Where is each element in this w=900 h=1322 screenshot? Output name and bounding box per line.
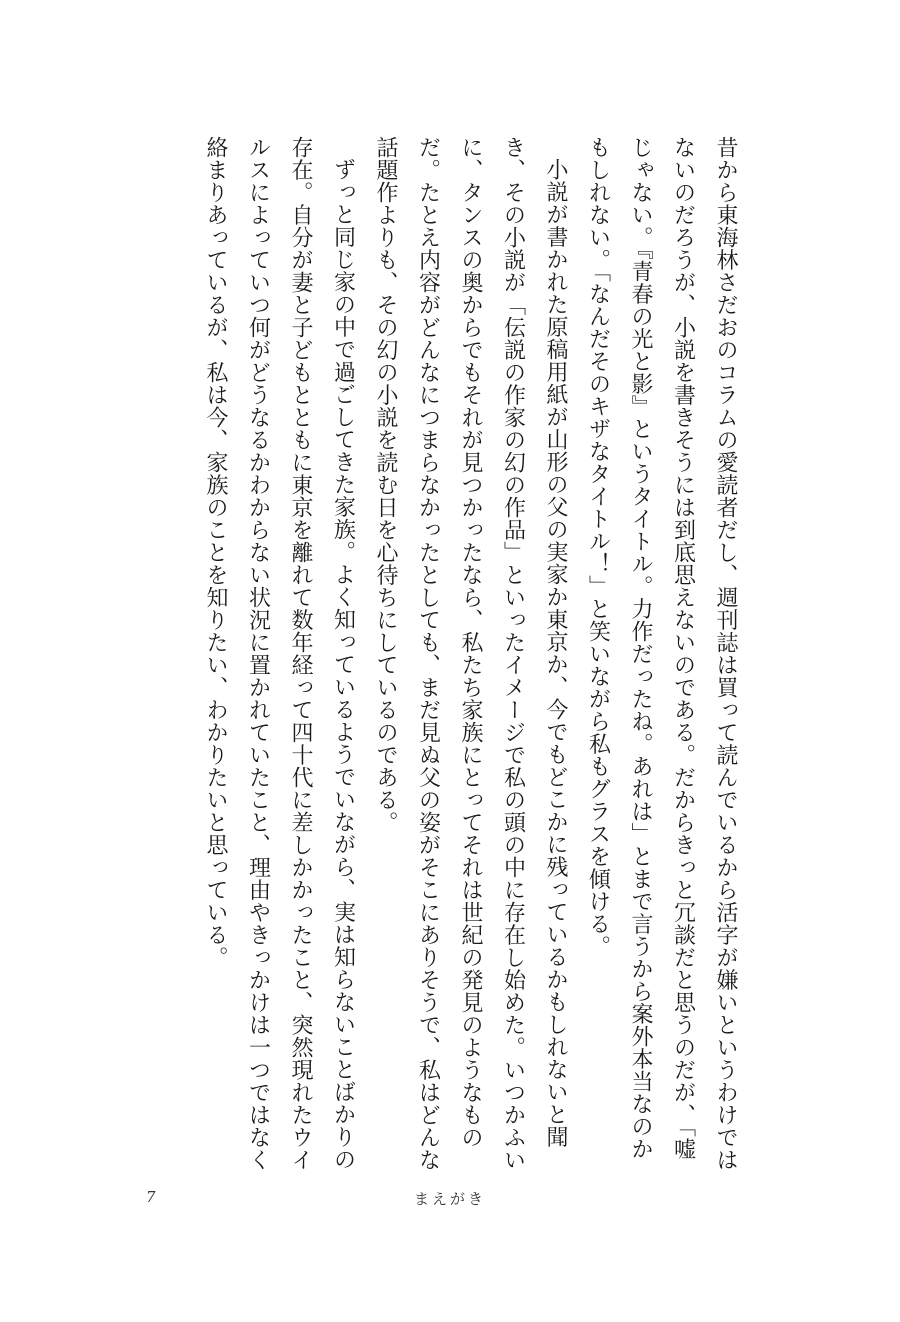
body-text xyxy=(126,136,746,1176)
paragraph-2: 小説が書かれた原稿用紙が山形の父の実家か東京か、今でもどこかに残っているかもしれないと聞き、その小説が「伝説の作家の幻の作品」といったイメージで私の頭の中に存在し始めた。いつかふいに、タンスの奥からでもそれが見つかったなら、私たち家族にとってそれは世紀の発見のようなものだ。たとえ内容がどんなにつまらなかったとしても、まだ見ぬ父の姿がそこにありそうで、私はどんな話題作よりも、その幻の小説を読む日を心待ちにしているのである。 xyxy=(373,136,568,1171)
page-number: 7 xyxy=(146,1188,156,1206)
paragraph-3: ずっと同じ家の中で過ごしてきた家族。よく知っているようでいながら、実は知らないことばかりの存在。自分が妻と子どもとともに東京を離れて数年経って四十代に差しかかったこと、突然現れたウイルスによっていつ何がどうなるかわからない状況に置かれていたこと、理由やきっかけは一つではなく絡まりあっているが、私は今、家族のことを知りたい、わかりたいと思っている。 xyxy=(203,136,356,1171)
running-title: まえがき xyxy=(413,1190,486,1208)
paragraph-1: 昔から東海林さだおのコラムの愛読者だし、週刊誌は買って読んでいるから活字が嫌いというわけではないのだろうが、小説を書きそうには到底思えないのである。だからきっと冗談だと思うのだが、「嘘じゃない。『青春の光と影』というタイトル。力作だったね。あれは」とまで言うから案外本当なのかもしれない。「なんだそのキザなタイトル！」と笑いながら私もグラスを傾ける。 xyxy=(585,136,738,1171)
